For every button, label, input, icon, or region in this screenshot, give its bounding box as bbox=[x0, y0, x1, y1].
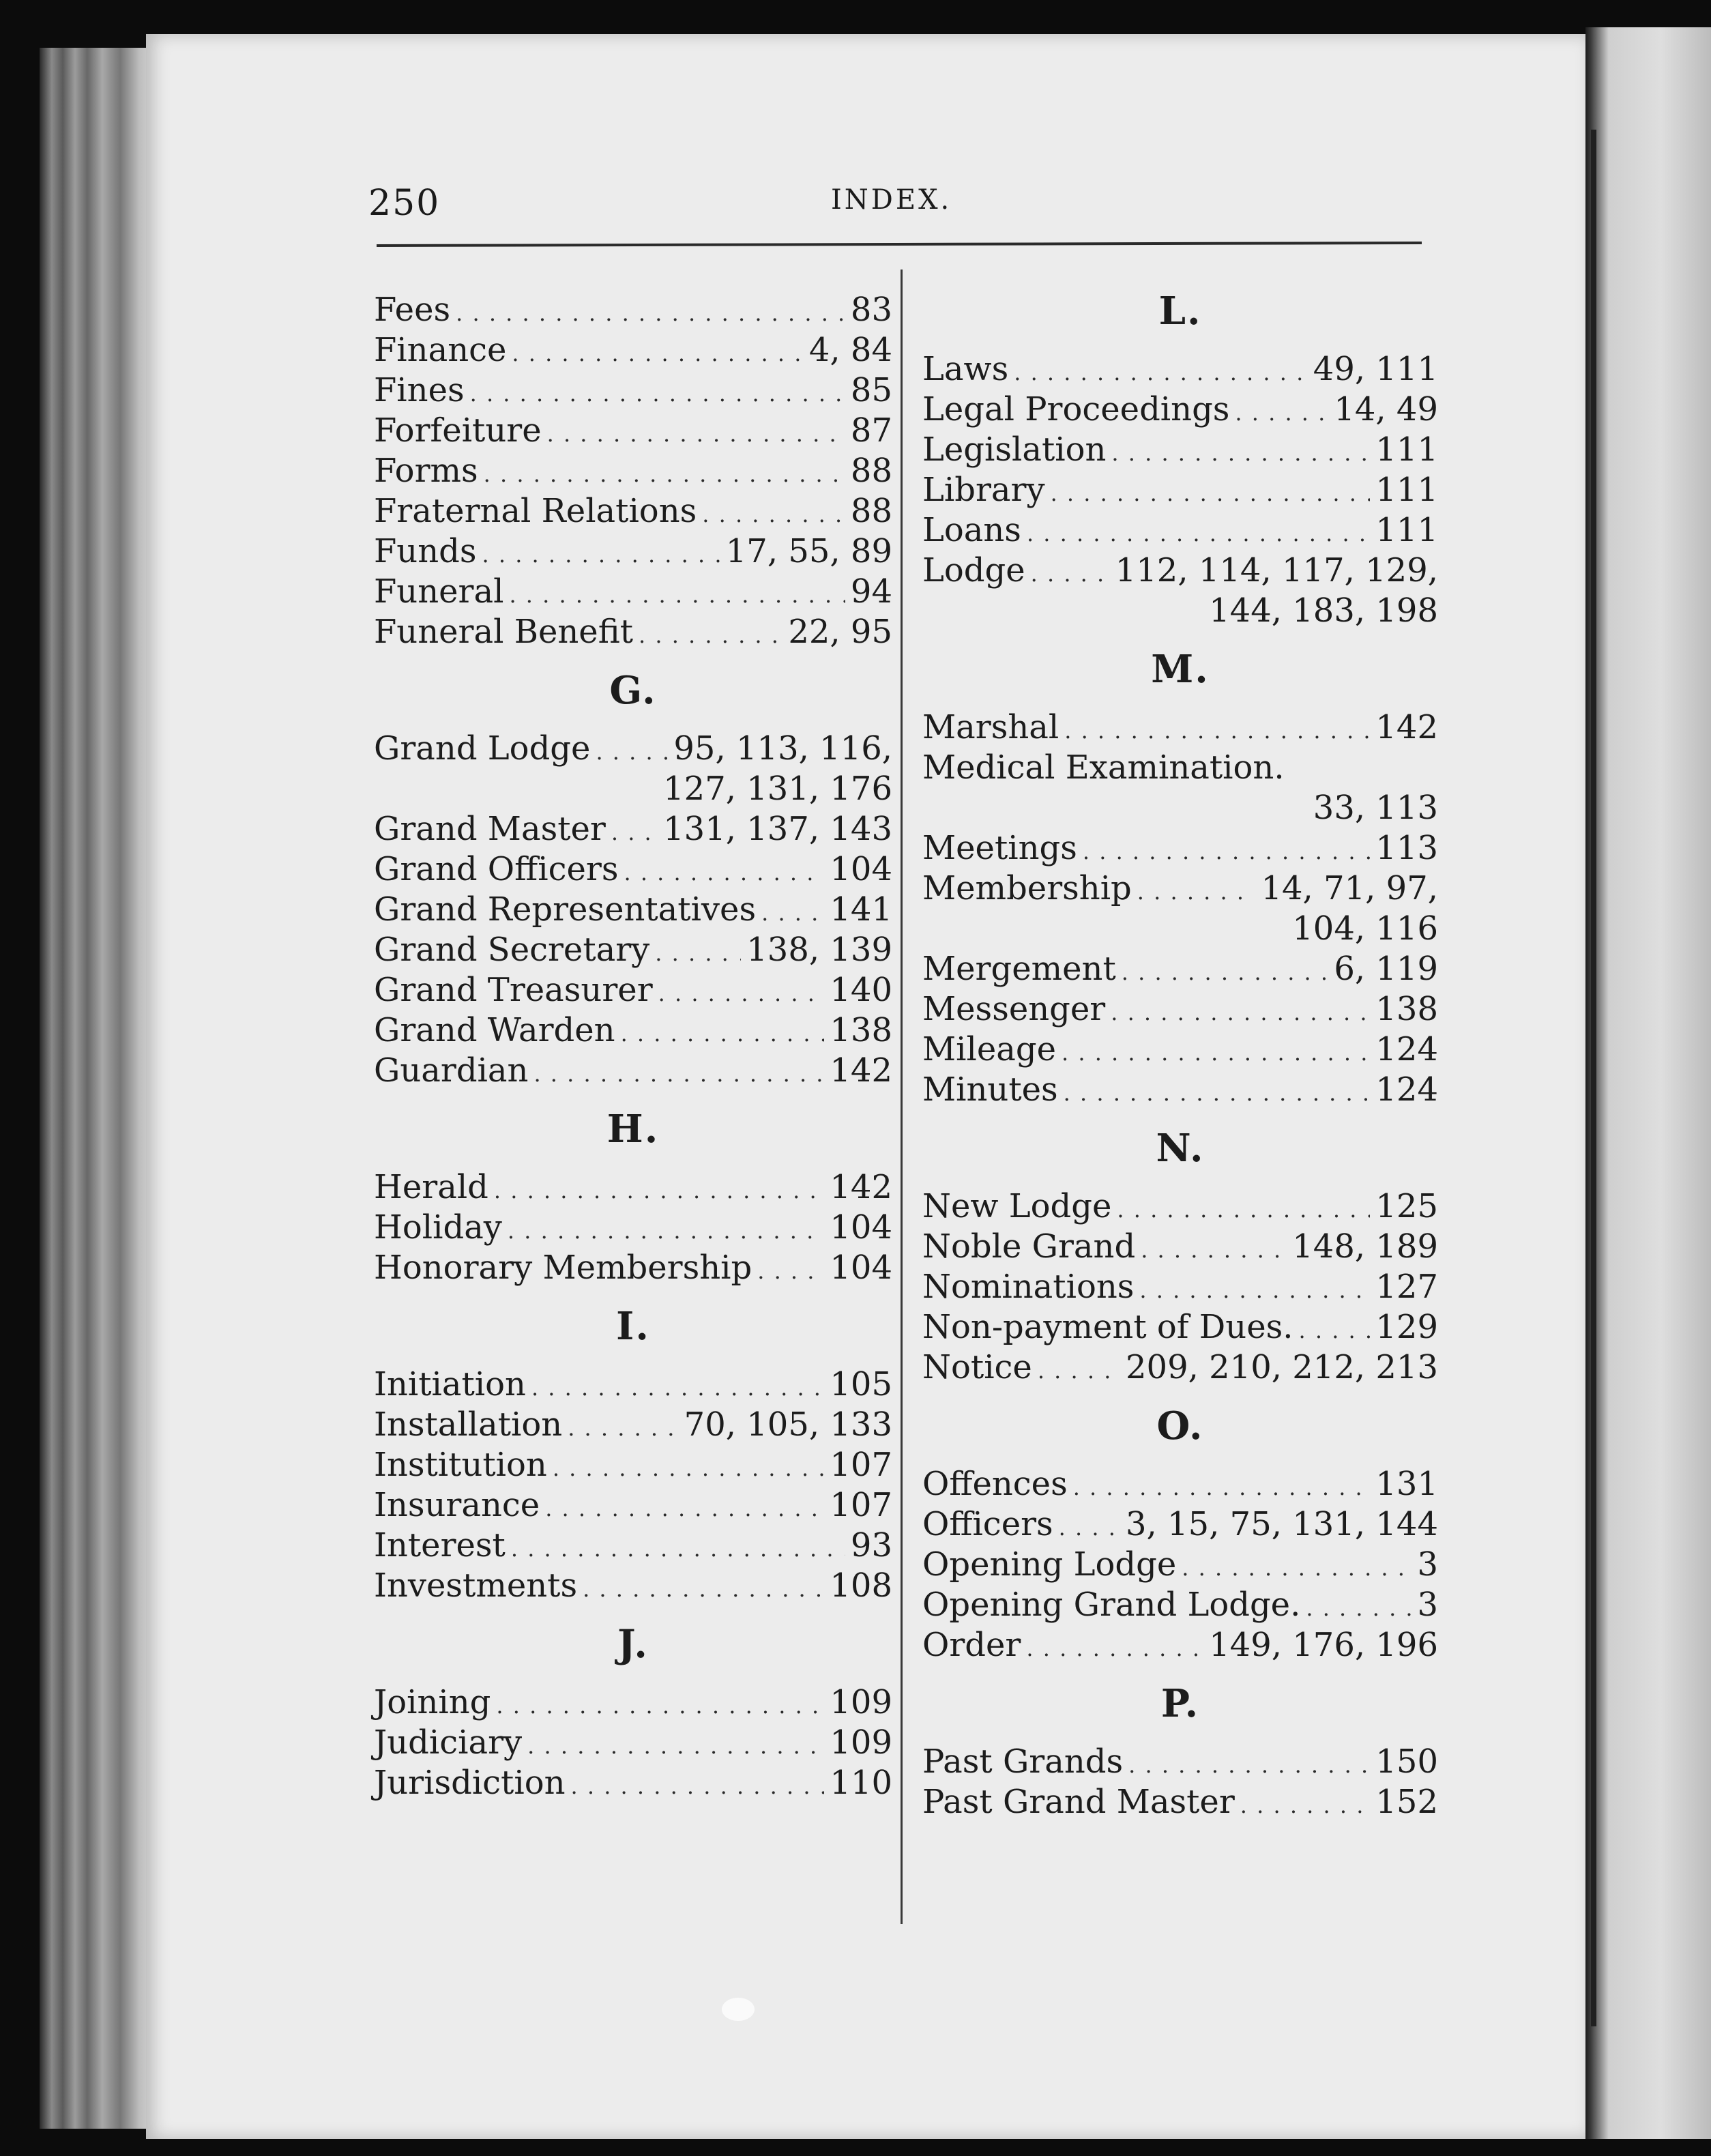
index-entry: Lodge . . . 112, 114, 117, 129, bbox=[922, 551, 1438, 591]
index-entry: Fraternal Relations . . . 88 bbox=[374, 491, 892, 531]
index-entry: Grand Secretary . . . 138, 139 bbox=[374, 930, 892, 970]
index-entry: Legislation . . . 111 bbox=[922, 430, 1438, 470]
index-entry: Initiation . . . 105 bbox=[374, 1365, 892, 1405]
section-m bbox=[922, 631, 1438, 1110]
section-letter: I. bbox=[616, 1304, 650, 1349]
index-entry: Interest . . . 93 bbox=[374, 1526, 892, 1566]
index-entry: New Lodge . . . 125 bbox=[922, 1186, 1438, 1227]
index-entry: Marshal . . . 142 bbox=[922, 708, 1438, 748]
index-entry: Judiciary . . . 109 bbox=[374, 1723, 892, 1763]
index-entry: Investments . . . 108 bbox=[374, 1566, 892, 1606]
section-f bbox=[374, 290, 892, 652]
section-letter: G. bbox=[609, 668, 657, 713]
section-letter: P. bbox=[1160, 1681, 1200, 1726]
index-entry-continuation: 144, 183, 198 bbox=[1209, 592, 1438, 630]
index-entry: Past Grands . . . 150 bbox=[922, 1742, 1438, 1782]
index-entry: Library . . . 111 bbox=[922, 470, 1438, 510]
index-entry: Officers . . . 3, 15, 75, 131, 144 bbox=[922, 1504, 1438, 1545]
section-o bbox=[922, 1388, 1438, 1665]
index-entry: Fines . . . 85 bbox=[374, 370, 892, 411]
index-entry: Grand Officers . . . 104 bbox=[374, 849, 892, 890]
section-letter: M. bbox=[1151, 647, 1210, 692]
index-entry: Grand Warden . . . 138 bbox=[374, 1010, 892, 1051]
index-entry: Funeral Benefit . . . 22, 95 bbox=[374, 612, 892, 652]
index-entry: Membership . . . 14, 71, 97, bbox=[922, 869, 1438, 909]
index-entry: Offences . . . 131 bbox=[922, 1464, 1438, 1504]
index-entry: Noble Grand . . . 148, 189 bbox=[922, 1227, 1438, 1267]
book-page-edges bbox=[40, 48, 156, 2129]
index-entry: Funds . . . 17, 55, 89 bbox=[374, 531, 892, 572]
section-l bbox=[922, 273, 1438, 631]
section-n bbox=[922, 1110, 1438, 1388]
index-entry: Opening Lodge . . . 3 bbox=[922, 1545, 1438, 1585]
index-entry-continuation: 33, 113 bbox=[1313, 789, 1438, 827]
section-letter: J. bbox=[617, 1622, 649, 1667]
index-entry: Forms . . . 88 bbox=[374, 451, 892, 491]
section-i bbox=[374, 1288, 892, 1606]
index-entry: Medical Examination. bbox=[922, 748, 1285, 787]
section-letter: H. bbox=[606, 1107, 660, 1152]
index-entry: Mergement . . . 6, 119 bbox=[922, 949, 1438, 989]
index-entry: Funeral . . . 94 bbox=[374, 572, 892, 612]
index-entry: Installation . . . 70, 105, 133 bbox=[374, 1405, 892, 1445]
index-entry: Joining . . . 109 bbox=[374, 1682, 892, 1723]
index-entry: Jurisdiction . . . 110 bbox=[374, 1763, 892, 1803]
index-column-right bbox=[922, 273, 1438, 1822]
index-entry: Holiday . . . 104 bbox=[374, 1208, 892, 1248]
section-p bbox=[922, 1665, 1438, 1822]
index-entry: Grand Treasurer . . . 140 bbox=[374, 970, 892, 1010]
index-entry: Guardian . . . 142 bbox=[374, 1051, 892, 1091]
section-h bbox=[374, 1091, 892, 1288]
index-entry: Honorary Membership . . . 104 bbox=[374, 1248, 892, 1288]
index-entry: Nominations . . . 127 bbox=[922, 1267, 1438, 1307]
page-number: 250 bbox=[368, 183, 441, 224]
index-entry: Past Grand Master . . . 152 bbox=[922, 1782, 1438, 1822]
index-entry: Grand Master . . . 131, 137, 143 bbox=[374, 809, 892, 849]
paper-speck bbox=[722, 1998, 755, 2021]
index-entry: Grand Lodge . . . 95, 113, 116, bbox=[374, 729, 892, 769]
index-column-left bbox=[374, 290, 892, 1803]
book-spine-edge bbox=[1585, 27, 1711, 2156]
index-entry-continuation: 127, 131, 176 bbox=[663, 770, 892, 808]
index-entry: Institution . . . 107 bbox=[374, 1445, 892, 1485]
index-entry: Opening Grand Lodge. . . . 3 bbox=[922, 1585, 1438, 1625]
binding-thread bbox=[1591, 130, 1596, 2026]
section-j bbox=[374, 1606, 892, 1803]
index-entry: Laws . . . 49, 111 bbox=[922, 349, 1438, 390]
index-entry: Notice . . . 209, 210, 212, 213 bbox=[922, 1348, 1438, 1388]
index-entry: Messenger . . . 138 bbox=[922, 989, 1438, 1030]
index-entry: Grand Representatives . . . 141 bbox=[374, 890, 892, 930]
index-entry: Herald . . . 142 bbox=[374, 1167, 892, 1208]
index-entry: Forfeiture . . . 87 bbox=[374, 411, 892, 451]
index-entry: Non-payment of Dues. . . . 129 bbox=[922, 1307, 1438, 1348]
index-entry: Minutes . . . 124 bbox=[922, 1070, 1438, 1110]
index-entry: Mileage . . . 124 bbox=[922, 1030, 1438, 1070]
index-entry: Finance . . . 4, 84 bbox=[374, 330, 892, 370]
index-entry: Insurance . . . 107 bbox=[374, 1485, 892, 1526]
section-letter: O. bbox=[1156, 1403, 1204, 1448]
index-entry-continuation: 104, 116 bbox=[1292, 909, 1438, 948]
section-g bbox=[374, 652, 892, 1091]
index-entry: Meetings . . . 113 bbox=[922, 828, 1438, 869]
index-entry: Legal Proceedings . . . 14, 49 bbox=[922, 390, 1438, 430]
index-entry: Fees . . . 83 bbox=[374, 290, 892, 330]
section-letter: L. bbox=[1158, 289, 1202, 334]
scan-border bbox=[0, 2139, 1711, 2156]
index-entry: Loans . . . 111 bbox=[922, 510, 1438, 551]
section-letter: N. bbox=[1156, 1126, 1205, 1171]
page-title: INDEX. bbox=[831, 184, 952, 216]
index-entry: Order . . . 149, 176, 196 bbox=[922, 1625, 1438, 1665]
column-divider bbox=[901, 270, 903, 1924]
